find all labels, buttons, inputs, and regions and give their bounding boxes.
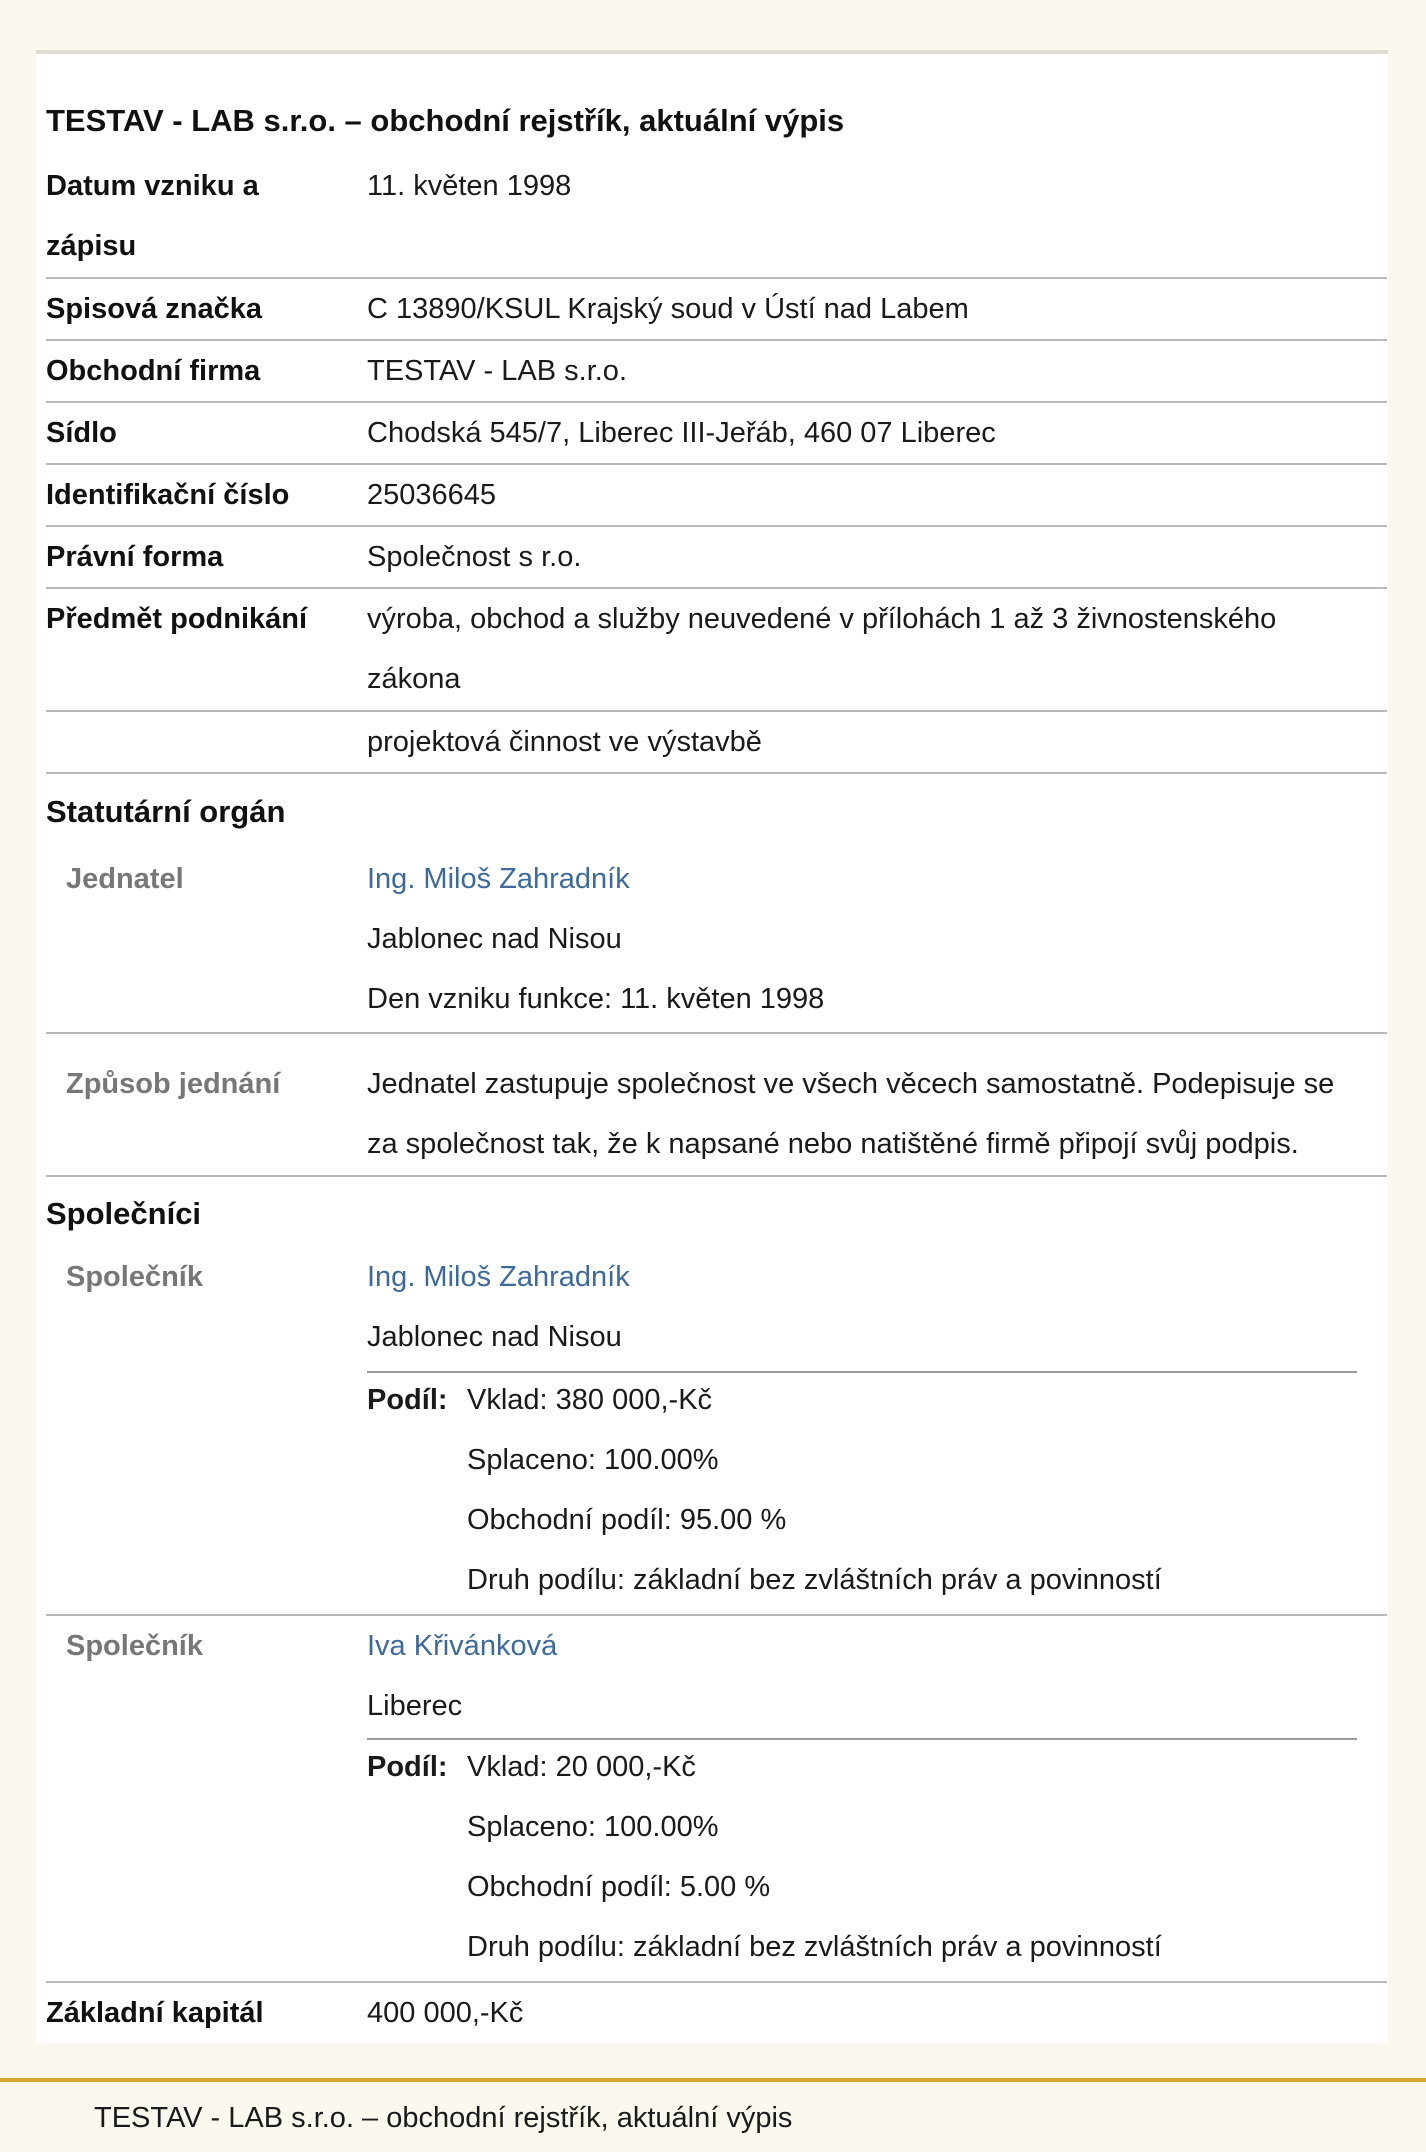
value-pravni-forma: Společnost s r.o. (367, 541, 582, 573)
value-druh-podilu: Druh podílu: základní bez zvláštních práv a povinností (467, 1564, 1162, 1596)
section-statutarni-organ: Statutární orgán (46, 794, 286, 829)
value-identifikacni-cislo: 25036645 (367, 479, 497, 511)
value-jednatel-funkce: Den vzniku funkce: 11. květen 1998 (367, 983, 825, 1015)
value-splaceno: Splaceno: 100.00% (467, 1811, 719, 1843)
row-pravni-forma (46, 527, 1387, 589)
value-sidlo: Chodská 545/7, Liberec III-Jeřáb, 460 07 Liberec (367, 417, 996, 449)
label-obchodni-firma: Obchodní firma (46, 355, 261, 387)
label-predmet-podnikani: Předmět podnikání (46, 603, 308, 635)
value-zpusob-jednani-1: Jednatel zastupuje společnost ve všech věcech samostatně. Podepisuje se (367, 1068, 1335, 1100)
row-predmet-podnikani-2 (46, 712, 1387, 774)
value-splaceno: Splaceno: 100.00% (467, 1444, 719, 1476)
section-spolecnici: Společníci (46, 1196, 202, 1231)
value-spisova-znacka: C 13890/KSUL Krajský soud v Ústí nad Labem (367, 293, 969, 325)
footer-title: TESTAV - LAB s.r.o. – obchodní rejstřík, aktuální výpis (94, 2102, 793, 2134)
link-spolecnik-name[interactable]: Iva Křivánková (367, 1630, 558, 1662)
label-datum-vzniku-1: Datum vzniku a (46, 170, 259, 202)
value-druh-podilu: Druh podílu: základní bez zvláštních práv a povinností (467, 1931, 1162, 1963)
label-identifikacni-cislo: Identifikační číslo (46, 479, 290, 511)
label-sidlo: Sídlo (46, 417, 117, 449)
value-zakladni-kapital: 400 000,-Kč (367, 1997, 524, 2029)
value-spolecnik-city: Liberec (367, 1690, 463, 1722)
row-obchodni-firma (46, 341, 1387, 403)
value-zpusob-jednani-2: za společnost tak, že k napsané nebo natištěné firmě připojí svůj podpis. (367, 1128, 1299, 1160)
register-extract-card (36, 50, 1388, 2043)
row-datum-vzniku (46, 156, 1387, 279)
label-podil: Podíl: (367, 1384, 448, 1416)
row-spolecnik (46, 1247, 1387, 1616)
row-zakladni-kapital (46, 1983, 1387, 2045)
label-zpusob-jednani: Způsob jednání (66, 1068, 281, 1100)
value-predmet-podnikani-1a: výroba, obchod a služby neuvedené v přílohách 1 až 3 živnostenského (367, 603, 1277, 635)
label-podil: Podíl: (367, 1751, 448, 1783)
value-obchodni-podil: Obchodní podíl: 95.00 % (467, 1504, 787, 1536)
link-jednatel-name[interactable]: Ing. Miloš Zahradník (367, 863, 630, 895)
label-jednatel: Jednatel (66, 863, 184, 895)
row-sidlo (46, 403, 1387, 465)
label-spolecnik: Společník (66, 1630, 203, 1662)
label-datum-vzniku-2: zápisu (46, 230, 137, 262)
value-predmet-podnikani-2: projektová činnost ve výstavbě (367, 726, 762, 758)
value-obchodni-firma: TESTAV - LAB s.r.o. (367, 355, 627, 387)
row-zpusob-jednani (46, 1034, 1387, 1177)
value-predmet-podnikani-1b: zákona (367, 663, 461, 695)
value-obchodni-podil: Obchodní podíl: 5.00 % (467, 1871, 771, 1903)
link-spolecnik-name[interactable]: Ing. Miloš Zahradník (367, 1261, 630, 1293)
value-jednatel-city: Jablonec nad Nisou (367, 923, 622, 955)
label-zakladni-kapital: Základní kapitál (46, 1997, 264, 2029)
label-pravni-forma: Právní forma (46, 541, 224, 573)
row-identifikacni-cislo (46, 465, 1387, 527)
row-spisova-znacka (46, 279, 1387, 341)
page-title: TESTAV - LAB s.r.o. – obchodní rejstřík, aktuální výpis (46, 103, 845, 138)
row-predmet-podnikani (46, 589, 1387, 712)
value-datum-vzniku: 11. květen 1998 (367, 170, 572, 202)
label-spolecnik: Společník (66, 1261, 203, 1293)
row-spolecnik (46, 1616, 1387, 1983)
footer-divider (0, 2078, 1426, 2082)
label-spisova-znacka: Spisová značka (46, 293, 262, 325)
value-spolecnik-city: Jablonec nad Nisou (367, 1321, 622, 1353)
value-vklad: Vklad: 380 000,-Kč (467, 1384, 713, 1416)
value-vklad: Vklad: 20 000,-Kč (467, 1751, 696, 1783)
row-jednatel (46, 844, 1387, 1034)
